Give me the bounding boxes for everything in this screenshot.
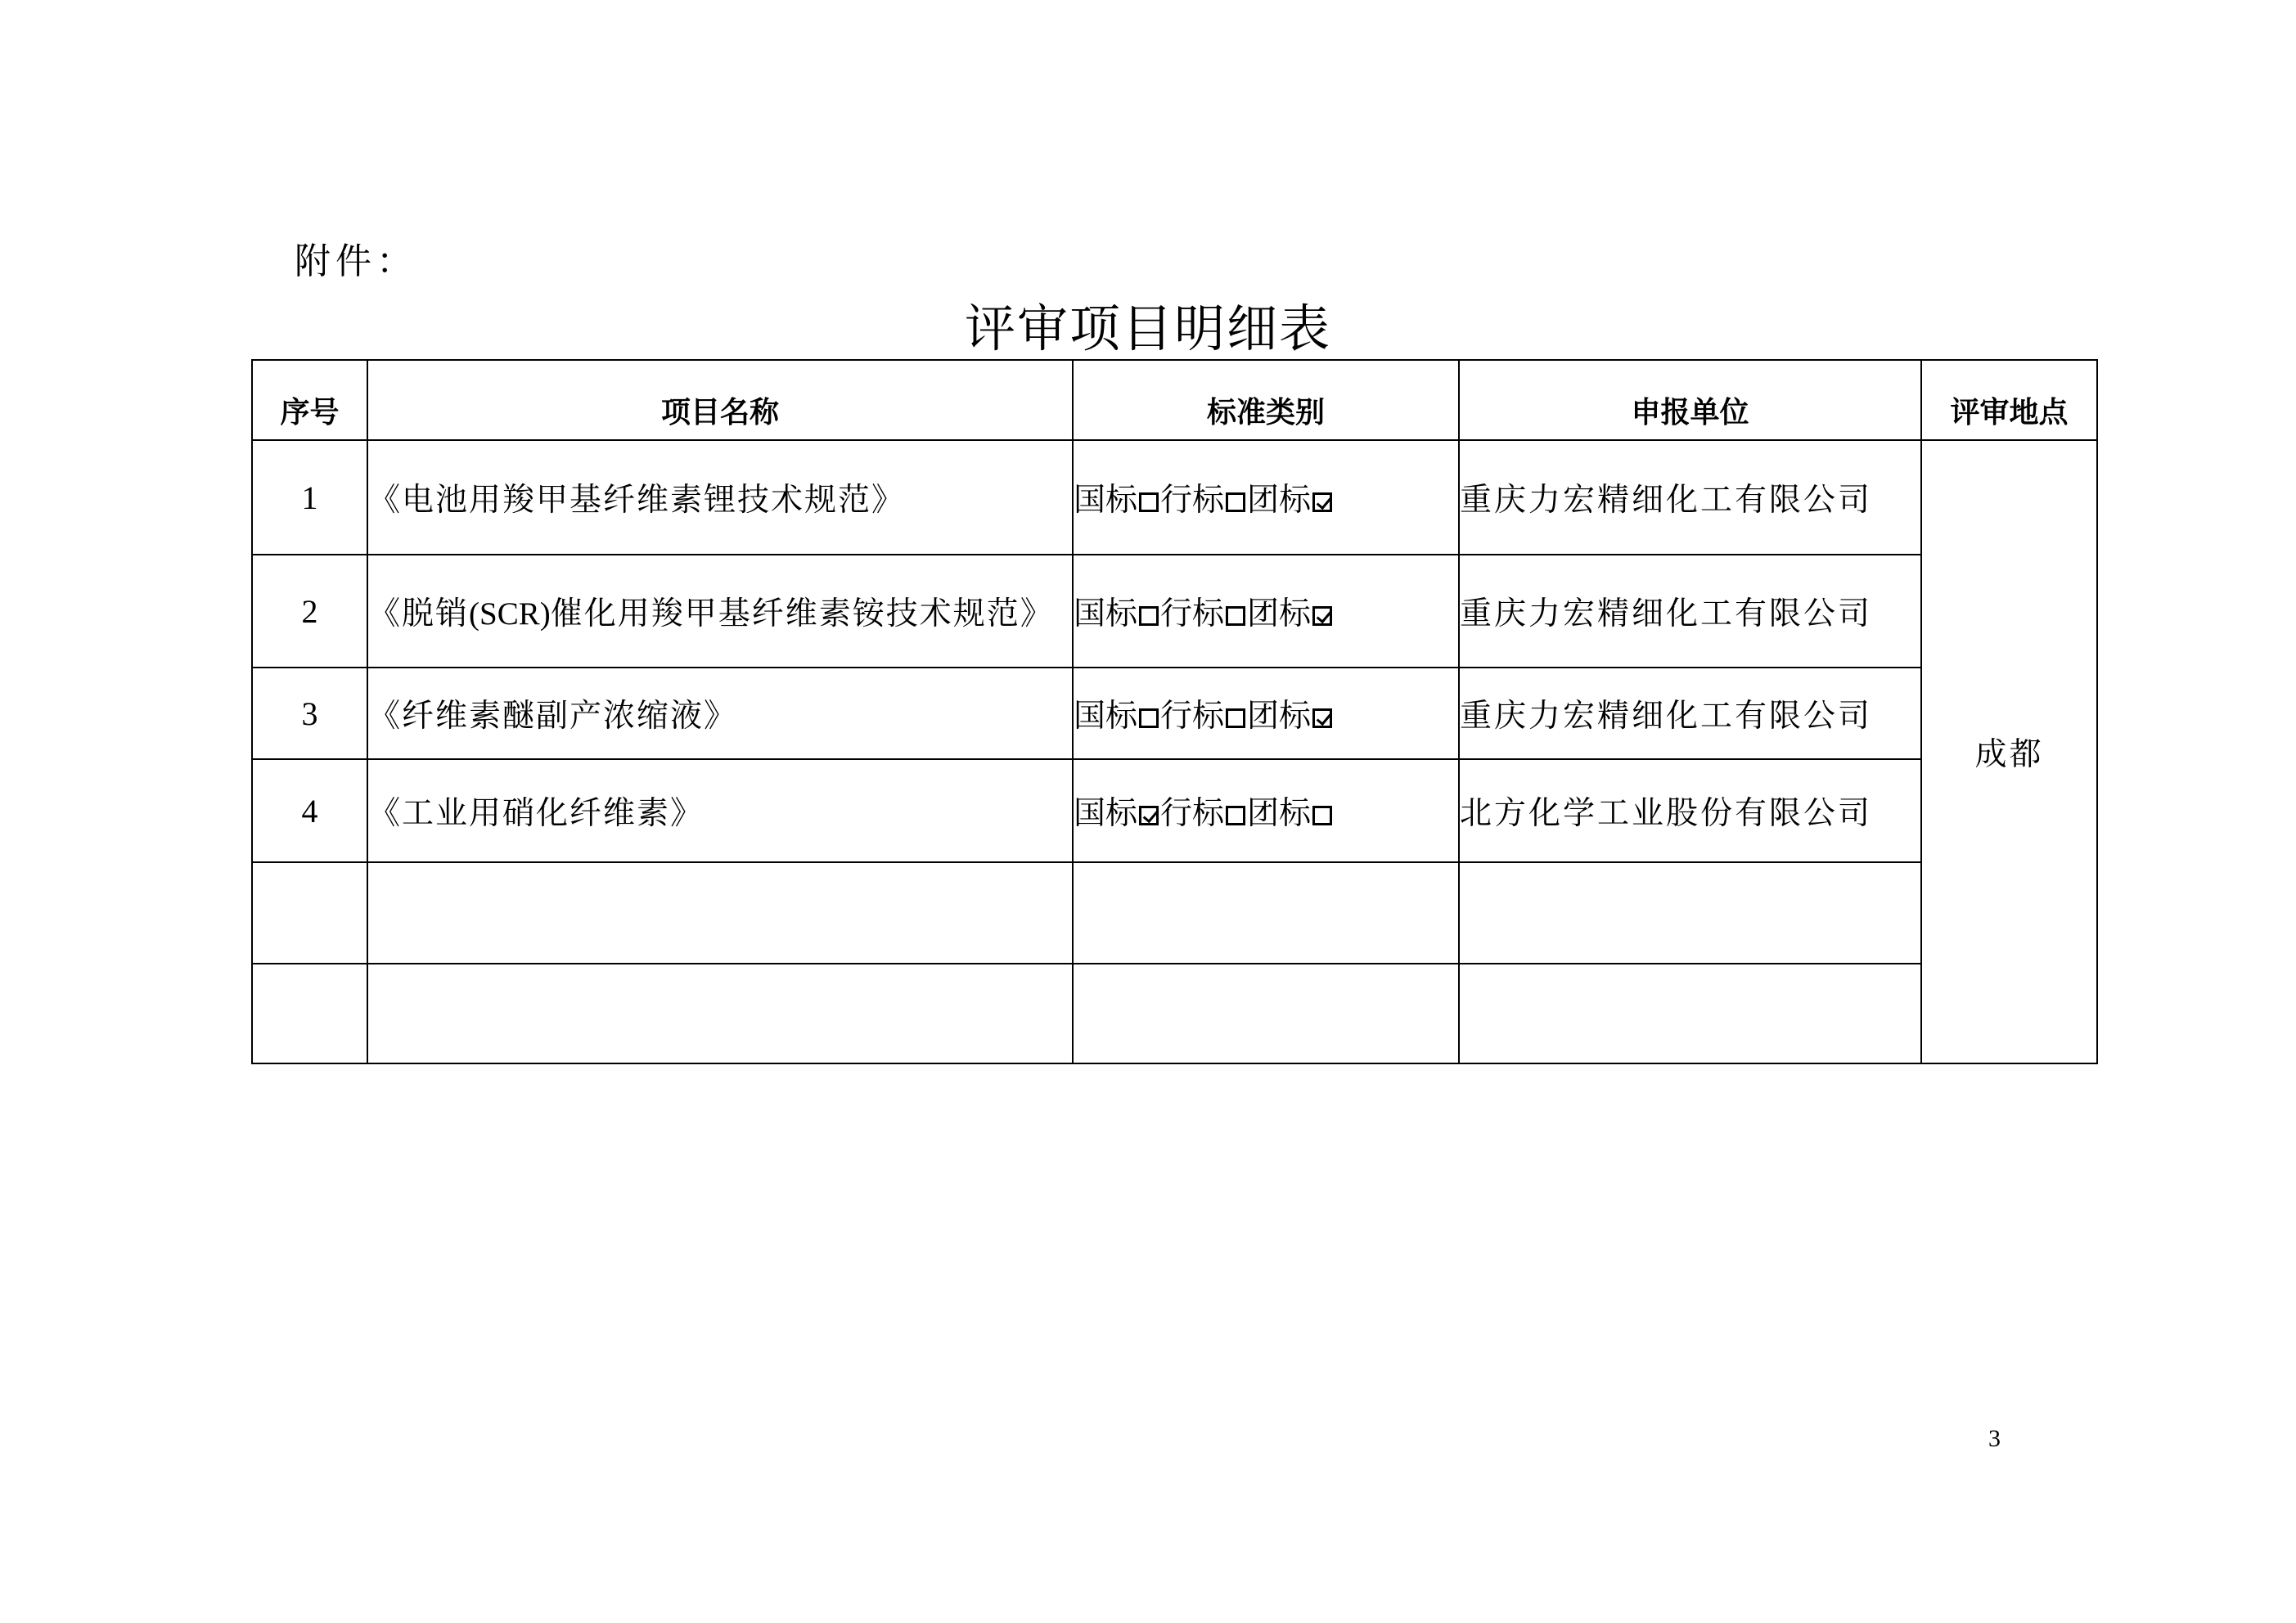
label-national-standard: 国标: [1074, 698, 1138, 735]
label-group-standard: 团标: [1247, 698, 1312, 735]
checkbox-industry-standard[interactable]: [1226, 492, 1245, 512]
header-location: 评审地点: [1921, 360, 2097, 440]
table-row: [252, 440, 2097, 555]
label-national-standard: 国标: [1074, 596, 1138, 632]
header-project-name: 项目名称: [367, 360, 1073, 440]
empty-cell: [367, 862, 1073, 964]
row-standard-type: [1073, 440, 1459, 555]
checkbox-industry-standard[interactable]: [1226, 708, 1245, 728]
project-name-part: 《脱销: [368, 596, 470, 632]
review-project-table: [251, 359, 2098, 1064]
row-standard-type: [1073, 759, 1459, 862]
row-applicant: 重庆力宏精细化工有限公司: [1459, 555, 1921, 668]
label-industry-standard: 行标: [1160, 596, 1225, 632]
header-standard-type: 标准类别: [1073, 360, 1459, 440]
table-row: [252, 555, 2097, 668]
table-header-row: [252, 360, 2097, 440]
row-seq: 4: [252, 759, 367, 862]
row-project-name: 《纤维素醚副产浓缩液》: [367, 668, 1073, 759]
table-row: [252, 759, 2097, 862]
document-title: 评审项目明细表: [964, 299, 1331, 358]
checkbox-national-standard[interactable]: [1139, 606, 1159, 626]
row-project-name: [367, 555, 1073, 668]
attachment-label: 附件：: [295, 241, 417, 282]
checkbox-national-standard[interactable]: [1139, 708, 1159, 728]
label-national-standard: 国标: [1074, 482, 1138, 519]
checkbox-industry-standard[interactable]: [1226, 806, 1245, 825]
page-number: 3: [1988, 1425, 2001, 1452]
header-seq: 序号: [252, 360, 367, 440]
row-seq: 1: [252, 440, 367, 555]
row-project-name: 《工业用硝化纤维素》: [367, 759, 1073, 862]
checkbox-group-standard[interactable]: [1312, 806, 1332, 825]
empty-cell: [1459, 862, 1921, 964]
label-industry-standard: 行标: [1160, 795, 1225, 832]
label-group-standard: 团标: [1247, 482, 1312, 519]
row-standard-type: [1073, 668, 1459, 759]
empty-cell: [252, 862, 367, 964]
empty-cell: [252, 964, 367, 1063]
row-project-name: 《电池用羧甲基纤维素锂技术规范》: [367, 440, 1073, 555]
empty-table-row: [252, 964, 2097, 1063]
checkbox-group-standard[interactable]: [1312, 492, 1332, 512]
row-seq: 2: [252, 555, 367, 668]
empty-table-row: [252, 862, 2097, 964]
checkbox-national-standard[interactable]: [1139, 806, 1159, 825]
row-standard-type: [1073, 555, 1459, 668]
checkbox-industry-standard[interactable]: [1226, 606, 1245, 626]
label-national-standard: 国标: [1074, 795, 1138, 832]
header-applicant: 申报单位: [1459, 360, 1921, 440]
review-location: 成都: [1921, 440, 2097, 1063]
project-name-part: 催化用羧甲基纤维素铵技术规范》: [550, 596, 1054, 632]
empty-cell: [1073, 964, 1459, 1063]
label-group-standard: 团标: [1247, 795, 1312, 832]
empty-cell: [1459, 964, 1921, 1063]
label-group-standard: 团标: [1247, 596, 1312, 632]
empty-cell: [1073, 862, 1459, 964]
label-industry-standard: 行标: [1160, 698, 1225, 735]
empty-cell: [367, 964, 1073, 1063]
row-applicant: 北方化学工业股份有限公司: [1459, 759, 1921, 862]
checkbox-group-standard[interactable]: [1312, 708, 1332, 728]
checkbox-national-standard[interactable]: [1139, 492, 1159, 512]
row-applicant: 重庆力宏精细化工有限公司: [1459, 668, 1921, 759]
label-industry-standard: 行标: [1160, 482, 1225, 519]
row-seq: 3: [252, 668, 367, 759]
row-applicant: 重庆力宏精细化工有限公司: [1459, 440, 1921, 555]
table-row: [252, 668, 2097, 759]
checkbox-group-standard[interactable]: [1312, 606, 1332, 626]
project-name-part: (SCR): [469, 596, 551, 632]
